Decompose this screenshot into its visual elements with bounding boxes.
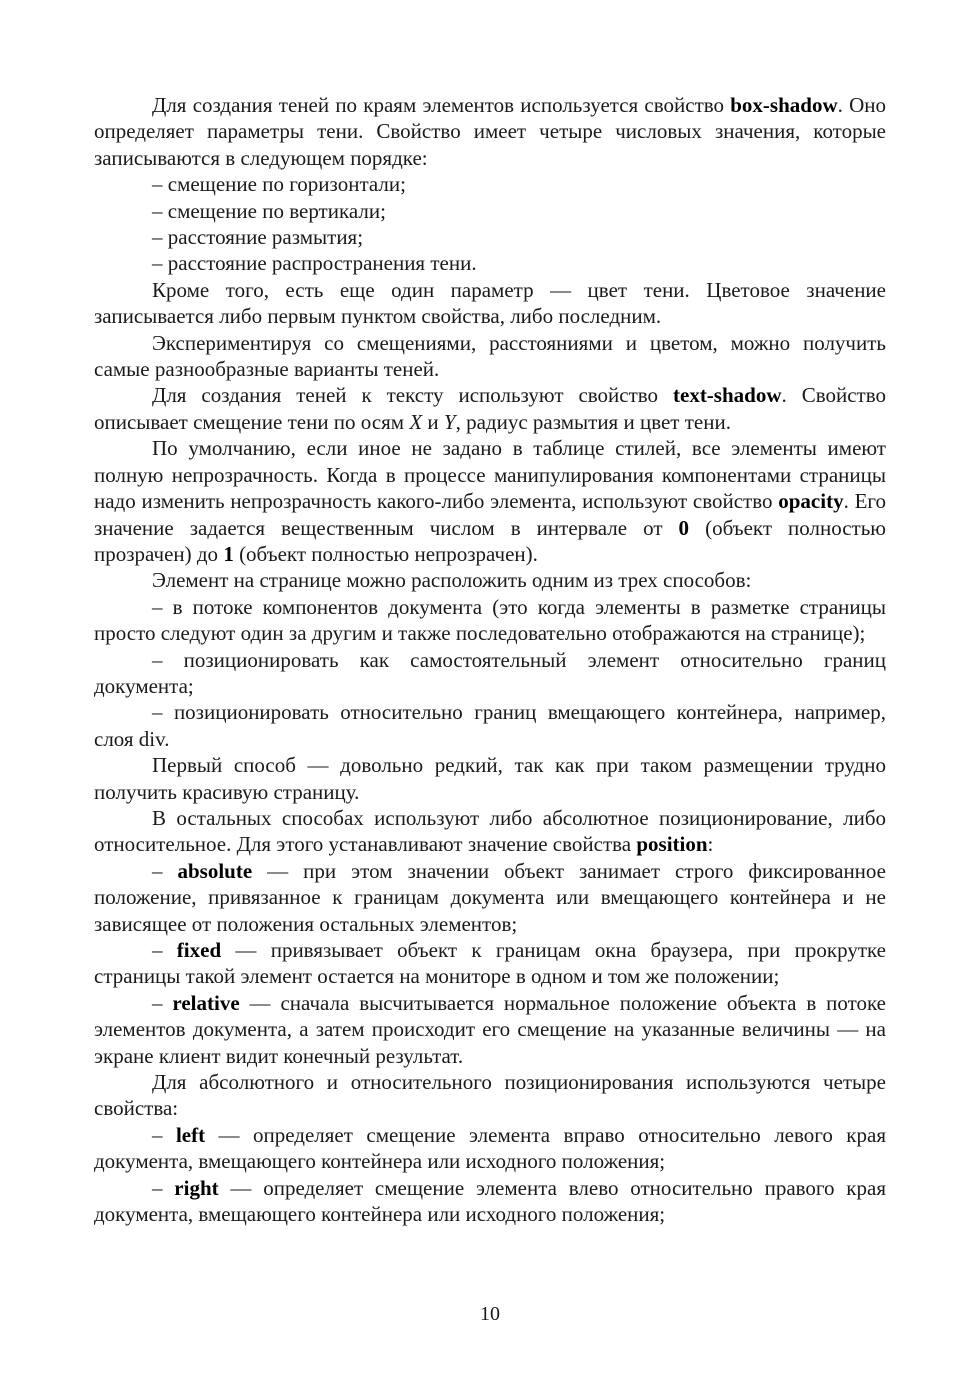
list-item: [94, 937, 886, 990]
bold-term: 1: [223, 541, 234, 566]
text-run: — при этом значении объект занимает строго фиксированное положение, привязанное к границам документа или вмещающего контейнера и не зависящее от положения остальных элементов;: [94, 858, 886, 936]
text-run: –: [152, 858, 178, 883]
text-run: – позиционировать относительно границ вмещающего контейнера, например, слоя div.: [94, 700, 886, 751]
bold-term: right: [174, 1175, 219, 1200]
text-run: –: [152, 1175, 175, 1200]
text-run: (объект полностью непрозрачен).: [233, 541, 538, 566]
list-item: [94, 1175, 886, 1228]
list-item: [94, 699, 886, 752]
bold-term: box-shadow: [730, 93, 838, 117]
list-item: [94, 250, 886, 276]
text-run: Для создания теней по краям элементов используется свойство: [152, 93, 731, 117]
paragraph: [94, 805, 886, 858]
bold-term: relative: [172, 990, 240, 1015]
text-run: — привязывает объект к границам окна браузера, при прокрутке страницы такой элемент остается на мониторе в одном и том же положении;: [94, 938, 887, 989]
text-run: — определяет смещение элемента вправо относительно левого края документа, вмещающего контейнера или исходного положения;: [94, 1122, 886, 1174]
text-run: . Свойство описывает смещение тени по осям: [94, 383, 886, 434]
paragraph: [94, 382, 886, 435]
text-run: Для создания теней к тексту используют свойство: [152, 383, 673, 408]
bold-term: text-shadow: [673, 383, 782, 408]
list-item: [94, 198, 886, 224]
list-item: [94, 171, 886, 197]
text-run: – расстояние распространения тени.: [152, 251, 477, 276]
list-item: [94, 858, 886, 937]
text-run: :: [707, 832, 714, 857]
text-run: Элемент на странице можно расположить одним из трех способов:: [152, 568, 752, 593]
text-run: – смещение по горизонтали;: [152, 172, 406, 197]
bold-term: fixed: [176, 938, 222, 962]
list-item: [94, 647, 886, 700]
bold-term: absolute: [177, 858, 253, 883]
text-run: . Его значение задается вещественным числом в интервале от: [94, 489, 886, 540]
text-run: — сначала высчитывается нормальное положение объекта в потоке элементов документа, а затем происходит его смещение на указанные величины — на экране клиент видит конечный результат.: [94, 990, 887, 1068]
italic-term: Y: [443, 409, 456, 434]
list-item: [94, 594, 886, 647]
bold-term: position: [636, 832, 708, 857]
text-run: – расстояние размытия;: [152, 225, 364, 250]
page-body: [94, 92, 886, 1227]
bold-term: opacity: [778, 489, 844, 514]
page-number: 10: [480, 1303, 500, 1325]
paragraph: [94, 752, 886, 805]
paragraph: [94, 1069, 886, 1122]
text-run: –: [152, 938, 177, 962]
text-run: , радиус размытия и цвет тени.: [455, 409, 731, 434]
list-item: [94, 1122, 886, 1175]
text-run: и: [422, 409, 444, 434]
text-run: Кроме того, есть еще один параметр — цвет тени. Цветовое значение записывается либо первым пунктом свойства, либо последним.: [94, 277, 886, 329]
text-run: –: [152, 990, 173, 1015]
text-run: По умолчанию, если иное не задано в таблице стилей, все элементы имеют полную непрозрачность. Когда в процессе манипулирования компонентами страницы надо изменить непрозрачность какого-либо элемента, используют свойство: [94, 436, 886, 514]
text-run: Для абсолютного и относительного позиционирования используются четыре свойства:: [94, 1070, 886, 1121]
text-run: . Оно определяет параметры тени. Свойство имеет четыре числовых значения, которые записываются в следующем порядке:: [94, 93, 887, 170]
italic-term: X: [409, 409, 423, 434]
paragraph: [94, 567, 886, 593]
text-run: Экспериментируя со смещениями, расстояниями и цветом, можно получить самые разнообразные варианты теней.: [94, 330, 886, 382]
text-run: – смещение по вертикали;: [152, 198, 386, 223]
paragraph: [94, 92, 886, 171]
text-run: –: [152, 1122, 176, 1147]
list-item: [94, 224, 886, 250]
text-run: – в потоке компонентов документа (это когда элементы в разметке страницы просто следуют один за другим и также последовательно отображаются на странице);: [94, 594, 886, 646]
paragraph: [94, 435, 886, 567]
paragraph: [94, 330, 886, 383]
bold-term: 0: [678, 515, 690, 540]
text-run: В остальных способах используют либо абсолютное позиционирование, либо относительное. Для этого устанавливают значение свойства: [94, 805, 886, 857]
list-item: [94, 990, 886, 1069]
paragraph: [94, 277, 886, 330]
text-run: – позиционировать как самостоятельный элемент относительно границ документа;: [94, 647, 886, 698]
text-run: (объект полностью прозрачен) до: [94, 515, 886, 566]
text-run: Первый способ — довольно редкий, так как при таком размещении трудно получить красивую страницу.: [94, 753, 886, 804]
text-run: — определяет смещение элемента влево относительно правого края документа, вмещающего контейнера или исходного положения;: [94, 1175, 886, 1227]
bold-term: left: [175, 1122, 206, 1147]
